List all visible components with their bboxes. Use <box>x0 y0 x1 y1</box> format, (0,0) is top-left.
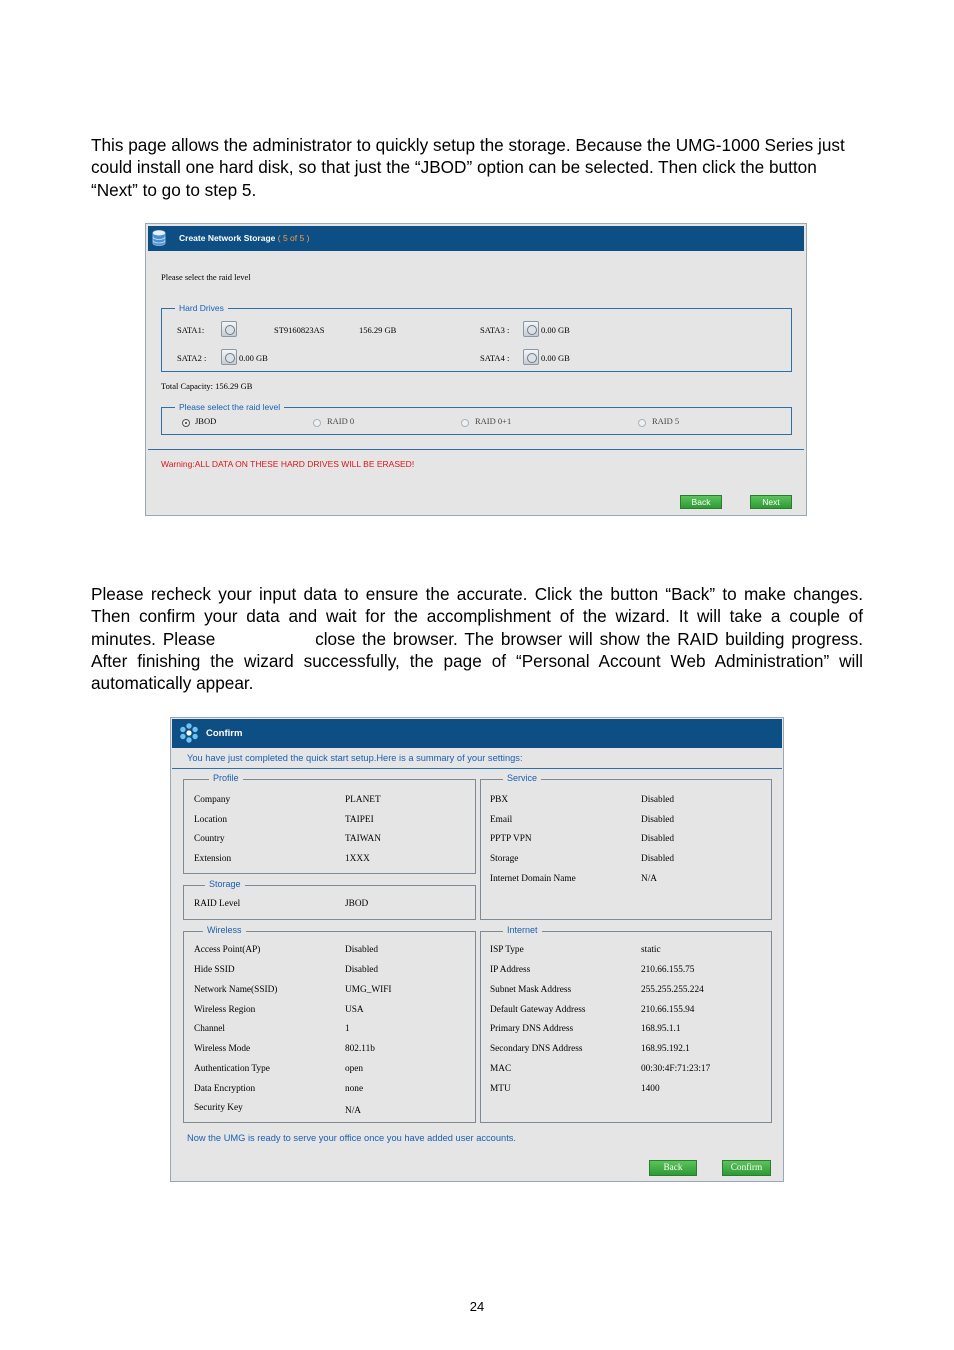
panel-title <box>179 233 309 243</box>
raid-option-raid5[interactable]: RAID 5 <box>652 416 680 426</box>
profile-label: Country <box>194 834 225 844</box>
service-label: Email <box>490 815 513 825</box>
raid-option-raid0[interactable]: RAID 0 <box>327 416 355 426</box>
wireless-label: Data Encryption <box>194 1084 256 1094</box>
wireless-label: Network Name(SSID) <box>194 985 278 995</box>
service-label: Internet Domain Name <box>490 874 576 884</box>
raid-radio-raid0[interactable] <box>313 419 321 427</box>
internet-value: 00:30:4F:71:23:17 <box>641 1064 711 1074</box>
wireless-label: Access Point(AP) <box>194 945 261 955</box>
service-legend: Service <box>503 773 541 784</box>
database-icon <box>152 230 166 246</box>
summary-text: You have just completed the quick start setup.Here is a summary of your settings: <box>187 753 523 763</box>
divider <box>148 449 804 450</box>
service-value: Disabled <box>641 815 675 825</box>
internet-label: MAC <box>490 1064 512 1074</box>
internet-label: Default Gateway Address <box>490 1005 586 1015</box>
back-button[interactable]: Back <box>680 495 722 509</box>
confirm-paragraph-part2: close the browser. The browser will show the RAID building progress. After finishing the wizard successfully, the page of “Personal Account Web Administration” will automatically appear. <box>91 628 863 694</box>
confirm-paragraph <box>91 583 863 694</box>
wireless-value: open <box>345 1064 364 1074</box>
service-value: Disabled <box>641 795 675 805</box>
page-number: 24 <box>469 1299 485 1314</box>
drive-label-sata1: SATA1: <box>177 325 205 335</box>
confirm-paragraph-part1: Please recheck your input data to ensure the accurate. Click the button “Back” to make changes. Then confirm your data and wait for the accomplishment of the wizard. It will take a couple of minutes. Please <box>91 584 863 649</box>
wireless-label: Wireless Mode <box>194 1044 251 1054</box>
internet-value: 255.255.255.224 <box>641 985 704 995</box>
panel-title-text: Create Network Storage <box>179 233 276 243</box>
raid-option-raid01[interactable]: RAID 0+1 <box>475 416 512 426</box>
drive-model-sata1: ST9160823AS <box>274 325 325 335</box>
drive-size-sata2: 0.00 GB <box>239 353 268 363</box>
raid-radio-raid01[interactable] <box>461 419 469 427</box>
wireless-value: Disabled <box>345 965 379 975</box>
service-label: PBX <box>490 795 509 805</box>
drive-size-sata3: 0.00 GB <box>541 325 570 335</box>
internet-label: ISP Type <box>490 945 524 955</box>
service-label: Storage <box>490 854 519 864</box>
wireless-value: N/A <box>345 1106 362 1116</box>
wireless-value: 802.11b <box>345 1044 375 1054</box>
service-value: Disabled <box>641 834 675 844</box>
hard-drives-legend: Hard Drives <box>175 303 228 314</box>
confirm-title: Confirm <box>206 728 243 739</box>
wireless-value: Disabled <box>345 945 379 955</box>
ready-text: Now the UMG is ready to serve your office once you have added user accounts. <box>187 1133 517 1143</box>
internet-label: Subnet Mask Address <box>490 985 572 995</box>
back-button[interactable]: Back <box>649 1160 697 1176</box>
profile-label: Location <box>194 815 228 825</box>
wireless-label: Channel <box>194 1024 225 1034</box>
drive-size-sata4: 0.00 GB <box>541 353 570 363</box>
wireless-fieldset <box>183 925 476 1123</box>
wireless-value: USA <box>345 1005 364 1015</box>
wireless-value: 1 <box>345 1024 350 1034</box>
hard-disk-icon <box>221 321 237 337</box>
storage-value: JBOD <box>345 899 369 909</box>
profile-value: TAIPEI <box>345 815 374 825</box>
hard-disk-icon <box>221 349 237 365</box>
snowflake-icon <box>178 722 200 744</box>
profile-value: TAIWAN <box>345 834 381 844</box>
internet-value: 168.95.192.1 <box>641 1044 690 1054</box>
hard-disk-icon <box>523 349 539 365</box>
storage-label: RAID Level <box>194 899 241 909</box>
drive-label-sata3: SATA3 : <box>480 325 510 335</box>
hard-disk-icon <box>523 321 539 337</box>
drive-label-sata2: SATA2 : <box>177 353 207 363</box>
drive-size-sata1: 156.29 GB <box>359 325 397 335</box>
total-capacity: Total Capacity: 156.29 GB <box>161 381 253 391</box>
confirm-header <box>172 719 782 748</box>
wireless-label: Security Key <box>194 1103 243 1113</box>
wireless-value: UMG_WIFI <box>345 985 392 995</box>
storage-legend: Storage <box>205 879 245 890</box>
internet-label: IP Address <box>490 965 531 975</box>
internet-label: MTU <box>490 1084 511 1094</box>
intro-paragraph: This page allows the administrator to quickly setup the storage. Because the UMG-1000 Series just could install one hard disk, so that just the “JBOD” option can be selected. Then click the button “Next” to go to step 5. <box>91 135 845 200</box>
internet-label: Primary DNS Address <box>490 1024 574 1034</box>
raid-level-legend: Please select the raid level <box>175 402 284 413</box>
internet-value: 168.95.1.1 <box>641 1024 681 1034</box>
erase-warning: Warning:ALL DATA ON THESE HARD DRIVES WILL BE ERASED! <box>161 459 415 469</box>
profile-value: PLANET <box>345 795 381 805</box>
internet-legend: Internet <box>503 925 542 936</box>
raid-prompt: Please select the raid level <box>161 272 251 282</box>
confirm-button[interactable]: Confirm <box>722 1160 771 1176</box>
step-indicator: ( 5 of 5 ) <box>277 233 310 243</box>
service-value: N/A <box>641 874 658 884</box>
internet-value: 210.66.155.94 <box>641 1005 695 1015</box>
profile-value: 1XXX <box>345 854 370 864</box>
internet-value: 1400 <box>641 1084 660 1094</box>
profile-label: Extension <box>194 854 232 864</box>
drive-label-sata4: SATA4 : <box>480 353 510 363</box>
profile-legend: Profile <box>209 773 243 784</box>
next-button[interactable]: Next <box>750 495 792 509</box>
raid-radio-raid5[interactable] <box>638 419 646 427</box>
wireless-value: none <box>345 1084 364 1094</box>
service-value: Disabled <box>641 854 675 864</box>
create-network-storage-panel <box>145 223 807 516</box>
internet-fieldset <box>480 925 772 1123</box>
storage-fieldset <box>183 879 476 920</box>
wireless-label: Authentication Type <box>194 1064 270 1074</box>
service-label: PPTP VPN <box>490 834 532 844</box>
internet-value: 210.66.155.75 <box>641 965 695 975</box>
wireless-label: Hide SSID <box>194 965 235 975</box>
raid-level-fieldset <box>161 402 792 435</box>
wireless-label: Wireless Region <box>194 1005 256 1015</box>
internet-label: Secondary DNS Address <box>490 1044 583 1054</box>
internet-value: static <box>641 945 661 955</box>
confirm-panel <box>170 717 784 1182</box>
wireless-legend: Wireless <box>203 925 246 936</box>
profile-label: Company <box>194 795 231 805</box>
divider <box>172 768 782 769</box>
service-fieldset <box>480 773 772 920</box>
hard-drives-fieldset <box>161 303 792 372</box>
panel-header <box>148 226 804 251</box>
raid-option-jbod[interactable]: JBOD <box>195 416 217 426</box>
raid-radio-jbod[interactable] <box>182 419 190 427</box>
profile-fieldset <box>183 773 476 874</box>
